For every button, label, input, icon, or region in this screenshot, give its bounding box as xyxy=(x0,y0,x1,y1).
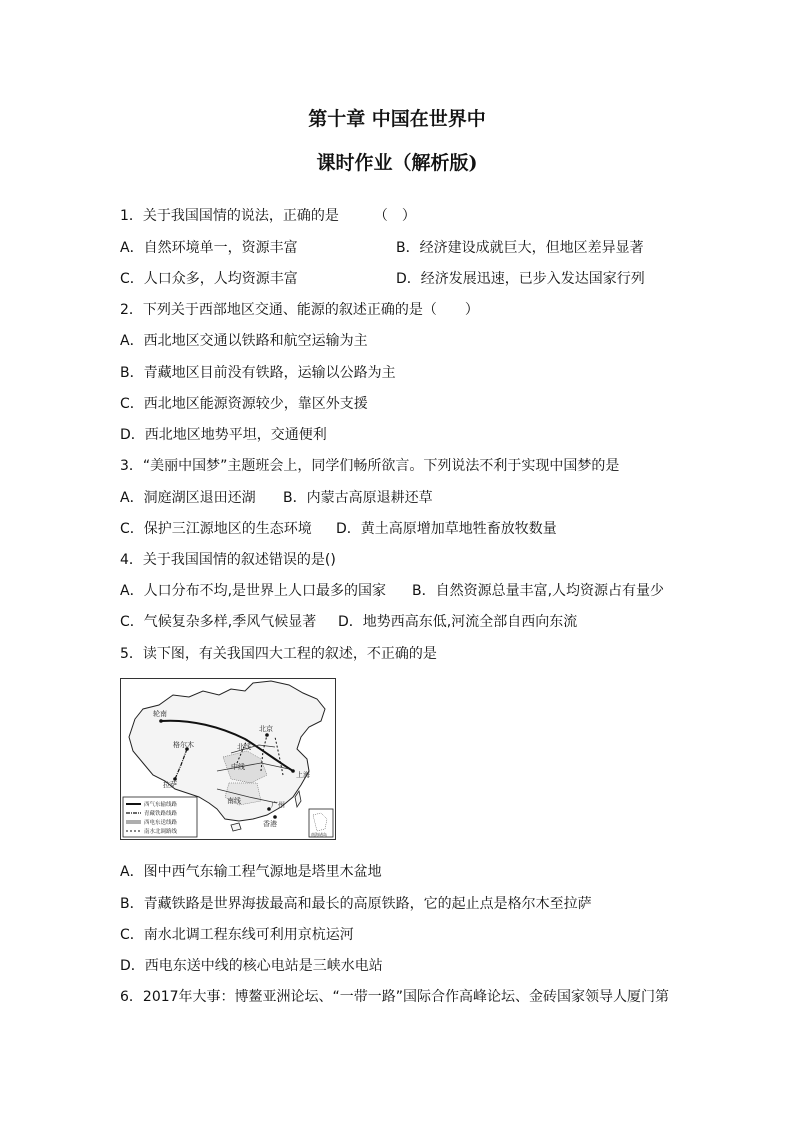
legend-gas: 西气东输线路 xyxy=(144,802,178,808)
q1-stem: 1．关于我国国情的说法，正确的是 （ ） xyxy=(120,208,416,224)
map-label-guangzhou: 广州 xyxy=(271,801,285,809)
q4-option-c: C．气候复杂多样,季风气候显著 xyxy=(120,614,317,630)
q6-stem: 6．2017年大事：博鳌亚洲论坛、“一带一路”国际合作高峰论坛、金砖国家领导人厦门第 xyxy=(120,989,670,1005)
china-four-projects-map xyxy=(120,678,336,840)
q3-option-c: C．保护三江源地区的生态环境 xyxy=(120,521,312,537)
inset-label: 南海诸岛 xyxy=(311,832,327,837)
q5-option-d: D．西电东送中线的核心电站是三峡水电站 xyxy=(120,958,383,974)
q2-option-a: A．西北地区交通以铁路和航空运输为主 xyxy=(120,333,368,349)
map-label-lasa: 拉萨 xyxy=(163,781,177,789)
q2-option-c: C．西北地区能源资源较少，靠区外支援 xyxy=(120,396,368,412)
q3-option-d: D．黄土高原增加草地牲畜放牧数量 xyxy=(336,521,557,537)
legend-water: 南水北调路线 xyxy=(144,829,178,835)
q4-option-d: D．地势西高东低,河流全部自西向东流 xyxy=(338,614,578,630)
map-label-lunnan: 轮南 xyxy=(153,710,167,718)
q2-option-b: B．青藏地区目前没有铁路，运输以公路为主 xyxy=(120,365,396,381)
q5-option-c: C．南水北调工程东线可利用京杭运河 xyxy=(120,927,354,943)
q4-option-b: B．自然资源总量丰富,人均资源占有量少 xyxy=(412,583,665,599)
q5-option-b: B．青藏铁路是世界海拔最高和最长的高原铁路，它的起止点是格尔木至拉萨 xyxy=(120,896,592,912)
q4-stem: 4．关于我国国情的叙述错误的是() xyxy=(120,552,336,568)
map-label-nanxian: 南线 xyxy=(227,797,241,805)
map-label-beixian: 北线 xyxy=(237,743,251,751)
map-label-xianggang: 香港 xyxy=(263,820,277,828)
page-title: 第十章 中国在世界中 xyxy=(308,108,486,130)
q2-stem: 2．下列关于西部地区交通、能源的叙述正确的是（ ） xyxy=(120,302,479,318)
q4-option-a: A．人口分布不均,是世界上人口最多的国家 xyxy=(120,583,387,599)
q1-option-d: D．经济发展迅速，已步入发达国家行列 xyxy=(396,271,645,287)
q5-stem: 5．读下图，有关我国四大工程的叙述，不正确的是 xyxy=(120,646,437,662)
q3-option-a: A．洞庭湖区退田还湖 xyxy=(120,490,256,506)
q5-option-a: A．图中西气东输工程气源地是塔里木盆地 xyxy=(120,864,382,880)
q3-stem: 3．“美丽中国梦”主题班会上，同学们畅所欲言。下列说法不利于实现中国梦的是 xyxy=(120,458,620,474)
map-label-zhongxian: 中线 xyxy=(231,763,245,771)
q1-option-b: B．经济建设成就巨大，但地区差异显著 xyxy=(396,240,644,256)
q1-option-c: C．人口众多，人均资源丰富 xyxy=(120,271,298,287)
legend-railway: 青藏铁路线路 xyxy=(144,811,178,817)
map-label-beijing: 北京 xyxy=(259,725,273,733)
map-label-geermu: 格尔木 xyxy=(173,741,194,749)
map-label-shanghai: 上海 xyxy=(296,771,310,779)
page-subtitle: 课时作业（解析版) xyxy=(316,152,478,174)
legend-power: 西电东送线路 xyxy=(144,820,178,826)
q2-option-d: D．西北地区地势平坦，交通便利 xyxy=(120,427,327,443)
q1-option-a: A．自然环境单一，资源丰富 xyxy=(120,240,298,256)
q3-option-b: B．内蒙古高原退耕还草 xyxy=(283,490,433,506)
